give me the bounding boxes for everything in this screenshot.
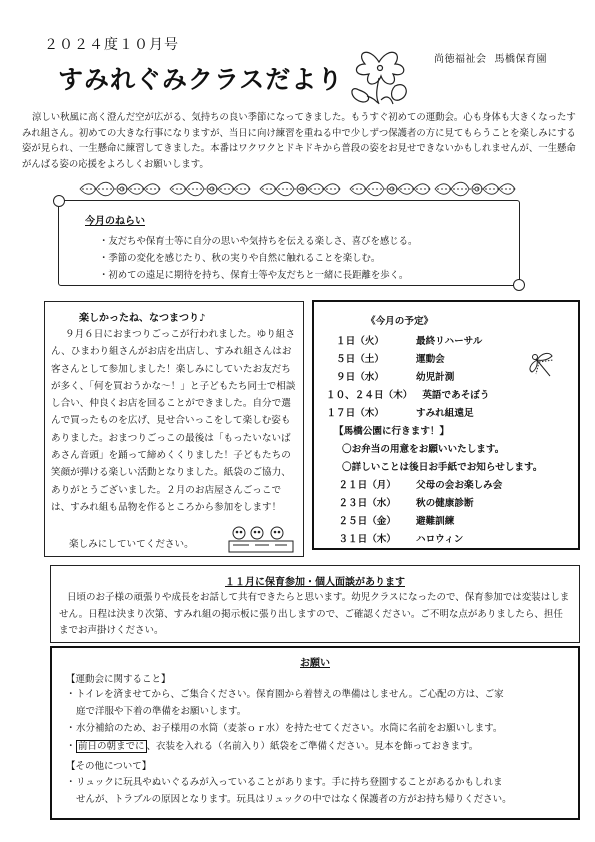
goal-item: ・ 季節の変化を感じたり、秋の実りや自然に触れることを楽しむ。 <box>99 250 417 267</box>
request-item <box>66 739 570 756</box>
request-text: 、衣装を入れる（名前入り）紙袋をご準備ください。見本を飾っておきます。 <box>146 741 479 752</box>
summer-festival-article <box>44 301 304 557</box>
newsletter-title: すみれぐみクラスだより <box>58 65 344 94</box>
schedule-event: 運動会 <box>416 354 445 365</box>
schedule-date: １７日（木） <box>326 408 384 419</box>
schedule-row <box>326 405 474 419</box>
request-text-continued: 庭で洋服や下着の準備をお願いします。 <box>76 705 247 717</box>
deadline-highlight: 前日の朝までに <box>78 741 145 752</box>
organization <box>434 50 555 65</box>
goal-item: ・ 友だちや保育士等に自分の思いや気持ちを伝える楽しさ、喜びを感じる。 <box>99 233 417 250</box>
schedule-event: 幼児計測 <box>416 372 455 383</box>
requests-title: お願い <box>300 658 330 669</box>
intro-paragraph: 涼しい秋風に高く澄んだ空が広がる、気持ちの良い季節になってきました。もうすぐ初めての運動会。心も身体も大きくなったすみれ組さん。初めての大きな行事になりますが、当日に向け練習を重ねる中で少しずつ保護者の方に見てもらうことを楽しみにする姿が見られ、一生懸命に練習してきました。本番はワクワクとドキドキから普段の姿をお見せできないかもしれませんが、一生懸命がんばる姿の応援をよろしくお願いします。 <box>22 112 576 170</box>
bullet: ・ <box>66 777 76 788</box>
bullet: ・ <box>66 741 76 752</box>
schedule-note: 〇詳しいことは後日お手紙でお知らせします。 <box>342 462 543 473</box>
floral-border-icon <box>78 178 518 200</box>
schedule-row <box>326 351 445 365</box>
goal-item: ・ 初めての遠足に期待を持ち、保育士等や友だちと一緒に長距離を歩く。 <box>99 267 417 284</box>
goals-title: 今月のねらい <box>85 216 145 227</box>
november-visit-notice <box>50 565 580 643</box>
kids-stall-icon <box>225 524 297 554</box>
request-text: トイレを済ませてから、ご集合ください。保育園から着替えの準備はしません。ご心配の方は、ご家 <box>76 689 504 700</box>
schedule-note: 〇お弁当の用意をお願いいたします。 <box>342 444 505 455</box>
schedule-date: ３１日（木） <box>338 534 396 545</box>
requests-box <box>50 646 580 820</box>
request-item <box>66 721 570 738</box>
visit-body: 日頃のお子様の頑張りや成長をお話して共有できたらと思います。幼児クラスになったので、保育参加では変装はしません。日程は決まり次第、すみれ組の掲示板に張り出しますので、ご確認ください。ご不明な点がありましたら、担任までお声掛けください。 <box>59 592 570 636</box>
schedule-date: ５日（土） <box>336 354 384 365</box>
schedule-title: 《今月の予定》 <box>366 316 434 327</box>
schedule-row <box>326 513 454 527</box>
scroll-curl-bottom <box>513 279 525 291</box>
park-notice: 【馬橋公園に行きます！】 <box>334 426 450 437</box>
schedule-event: 秋の健康診断 <box>416 498 474 509</box>
request-item <box>66 775 570 808</box>
schedule-row <box>326 387 490 401</box>
schedule-row <box>326 333 482 347</box>
issue-label: ２０２４度１０月号 <box>44 37 179 53</box>
summer-closing: 楽しみにしていてください。 <box>69 539 194 550</box>
dragonfly-icon <box>526 350 556 380</box>
schedule-date: １日（火） <box>336 336 384 347</box>
schedule-row <box>326 531 463 545</box>
request-text-continued: せんが、トラブルの原因となります。玩具はリュックの中ではなく保護者の方がお持ち帰りください。 <box>76 793 512 805</box>
request-item <box>66 687 570 720</box>
request-text: リュックに玩具やぬいぐるみが入っていることがあります。手に持ち登園することがあるかもしれま <box>76 777 503 788</box>
summer-title: 楽しかったね、なつまつり♪ <box>79 313 206 324</box>
schedule-date: ２３日（水） <box>338 498 396 509</box>
schedule-event: 英語であそぼう <box>422 390 490 401</box>
schedule-date: ２１日（月） <box>338 480 396 491</box>
schedule-event: 父母の会お楽しみ会 <box>416 480 503 491</box>
schedule-event: ハロウィン <box>416 534 464 545</box>
schedule-event: 避難訓練 <box>416 516 455 527</box>
monthly-goals-scroll <box>58 200 520 286</box>
schedule-row <box>326 495 474 509</box>
requests-section-other: 【その他について】 <box>66 761 152 772</box>
violet-flower-icon <box>345 40 417 108</box>
schedule-date: １０、２４日（木） <box>326 390 413 401</box>
visit-title: １１月に保育参加・個人面談があります <box>225 577 405 588</box>
schedule-event: すみれ組遠足 <box>416 408 474 419</box>
scroll-curl-top <box>53 195 65 207</box>
schedule-date: ２５日（金） <box>338 516 396 527</box>
bullet: ・ <box>66 689 76 700</box>
schedule-row <box>326 369 454 383</box>
schedule-row <box>326 477 502 491</box>
bullet: ・ <box>66 723 76 734</box>
goals-list <box>99 233 417 284</box>
requests-section-sports: 【運動会に関すること】 <box>66 674 171 685</box>
schedule-event: 最終リハーサル <box>416 336 483 347</box>
monthly-schedule-box <box>312 300 580 550</box>
school-name: 馬橋保育園 <box>494 54 547 65</box>
request-text: 水分補給のため、お子様用の水筒（麦茶ｏｒ水）を持たせてください。水筒に名前をお願いします。 <box>76 723 503 734</box>
summer-body: ９月６日におまつりごっこが行われました。ゆり組さん、ひまわり組さんがお店を出店し、すみれ組さんはお客さんとして参加しました！楽しみにしていたお友だちが多く、「何を買おうかな～！」と子どもたち同士で相談し合い、仲良くお店を回ることができました。自分で選んで買ったものを広げ、見せ合いっこをして楽しむ姿もありました。おまつりごっこの最後は「もったいないばあさん音頭」を踊って締めくくりました！子どもたちの笑顔が弾ける楽しい活動となりました。紙袋のご協力、ありがとうございました。２月のお店屋さんごっこでは、すみれ組も品物を作るところから参加をします！ <box>51 329 296 513</box>
schedule-date: ９日（水） <box>336 372 384 383</box>
org-name: 尚徳福祉会 <box>434 54 487 65</box>
